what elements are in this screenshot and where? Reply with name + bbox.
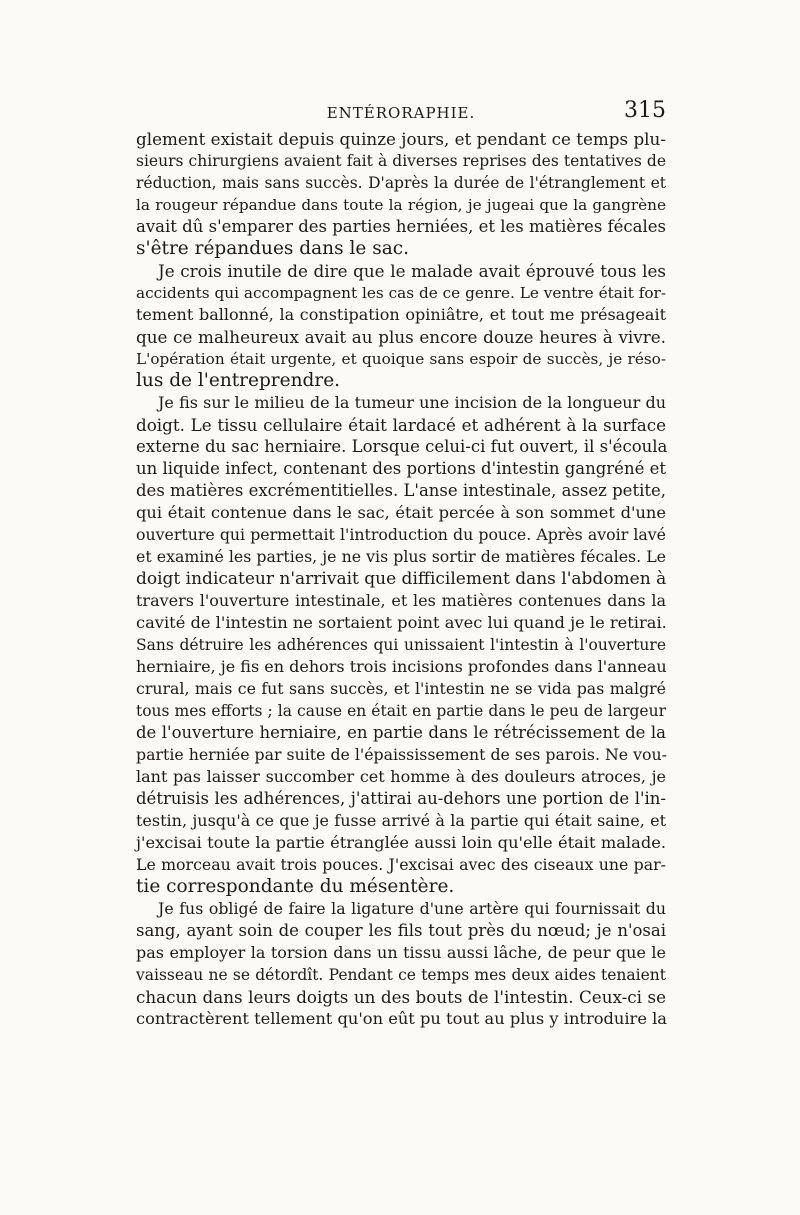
text-line: Je crois inutile de dire que le malade avait éprouvé tous les — [158, 261, 666, 281]
running-head — [136, 98, 666, 126]
page-number: 315 — [624, 98, 666, 123]
text-line: réduction, mais sans succès. D'après la durée de l'étranglement et — [136, 174, 666, 192]
text-line: testin, jusqu'à ce que je fusse arrivé à la partie qui était saine, et — [136, 811, 666, 830]
text-line: travers l'ouverture intestinale, et les matières contenues dans la — [136, 591, 666, 610]
text-line: ouverture qui permettait l'introduction du pouce. Après avoir lavé — [136, 525, 666, 544]
text-line: crural, mais ce fut sans succès, et l'intestin ne se vida pas malgré — [136, 679, 666, 698]
text-line: tous mes efforts ; la cause en était en partie dans le peu de largeur — [136, 702, 666, 720]
text-line: sang, ayant soin de couper les fils tout près du nœud; je n'osai — [136, 921, 666, 940]
text-line: détruisis les adhérences, j'attirai au-dehors une portion de l'in- — [136, 789, 666, 808]
text-line: que ce malheureux avait au plus encore douze heures à vivre. — [136, 327, 666, 347]
text-line: contractèrent tellement qu'on eût pu tout au plus y introduire la — [136, 1009, 667, 1028]
text-line: accidents qui accompagnent les cas de ce genre. Le ventre était for- — [136, 284, 666, 302]
text-line: cavité de l'intestin ne sortaient point avec lui quand je le retirai. — [136, 613, 667, 632]
text-line: Sans détruire les adhérences qui unissaient l'intestin à l'ouverture — [136, 636, 666, 654]
text-line: lant pas laisser succomber cet homme à des douleurs atroces, je — [136, 767, 666, 786]
text-line: j'excisai toute la partie étranglée aussi loin qu'elle était malade. — [136, 833, 666, 852]
text-line: la rougeur répandue dans toute la région, je jugeai que la gangrène — [136, 196, 666, 214]
text-line: tement ballonné, la constipation opiniâtre, et tout me présageait — [136, 305, 666, 324]
text-line: avait dû s'emparer des parties herniées, et les matières fécales — [136, 217, 666, 236]
text-line: Je fis sur le milieu de la tumeur une incision de la longueur du — [158, 393, 666, 412]
text-line: glement existait depuis quinze jours, et pendant ce temps plu- — [136, 129, 666, 149]
text-line: vaisseau ne se détordît. Pendant ce temps mes deux aides tenaient — [136, 966, 666, 984]
text-line: lus de l'entreprendre. — [136, 370, 341, 391]
text-line: pas employer la torsion dans un tissu aussi lâche, de peur que le — [136, 943, 666, 962]
text-line: des matières excrémentitielles. L'anse intestinale, assez petite, — [136, 481, 666, 500]
text-line: chacun dans leurs doigts un des bouts de l'intestin. Ceux-ci se — [136, 987, 666, 1007]
text-line: s'être répandues dans le sac. — [136, 238, 409, 259]
text-line: herniaire, je fis en dehors trois incisions profondes dans l'anneau — [136, 657, 667, 676]
text-line: L'opération était urgente, et quoique sans espoir de succès, je réso- — [136, 350, 666, 368]
text-line: Le morceau avait trois pouces. J'excisai avec des ciseaux une par- — [136, 855, 666, 874]
text-line: un liquide infect, contenant des portions d'intestin gangréné et — [136, 459, 666, 478]
text-line: externe du sac herniaire. Lorsque celui-ci fut ouvert, il s'écoula — [136, 437, 668, 456]
text-line: tie correspondante du mésentère. — [136, 876, 455, 897]
running-title: ENTÉRORAPHIE. — [326, 104, 476, 122]
text-line: doigt. Le tissu cellulaire était lardacé et adhérent à la surface — [136, 415, 666, 435]
text-line: doigt indicateur n'arrivait que difficilement dans l'abdomen à — [136, 569, 667, 589]
text-line: partie herniée par suite de l'épaississement de ses parois. Ne vou- — [136, 745, 667, 764]
text-line: sieurs chirurgiens avaient fait à diverses reprises des tentatives de — [136, 152, 666, 170]
text-line: de l'ouverture herniaire, en partie dans le rétrécissement de la — [136, 723, 666, 742]
text-line: qui était contenue dans le sac, était percée à son sommet d'une — [136, 503, 666, 522]
body-text — [136, 128, 666, 1030]
text-line: Je fus obligé de faire la ligature d'une artère qui fournissait du — [158, 899, 666, 918]
text-line: et examiné les parties, je ne vis plus sortir de matières fécales. Le — [136, 547, 666, 566]
